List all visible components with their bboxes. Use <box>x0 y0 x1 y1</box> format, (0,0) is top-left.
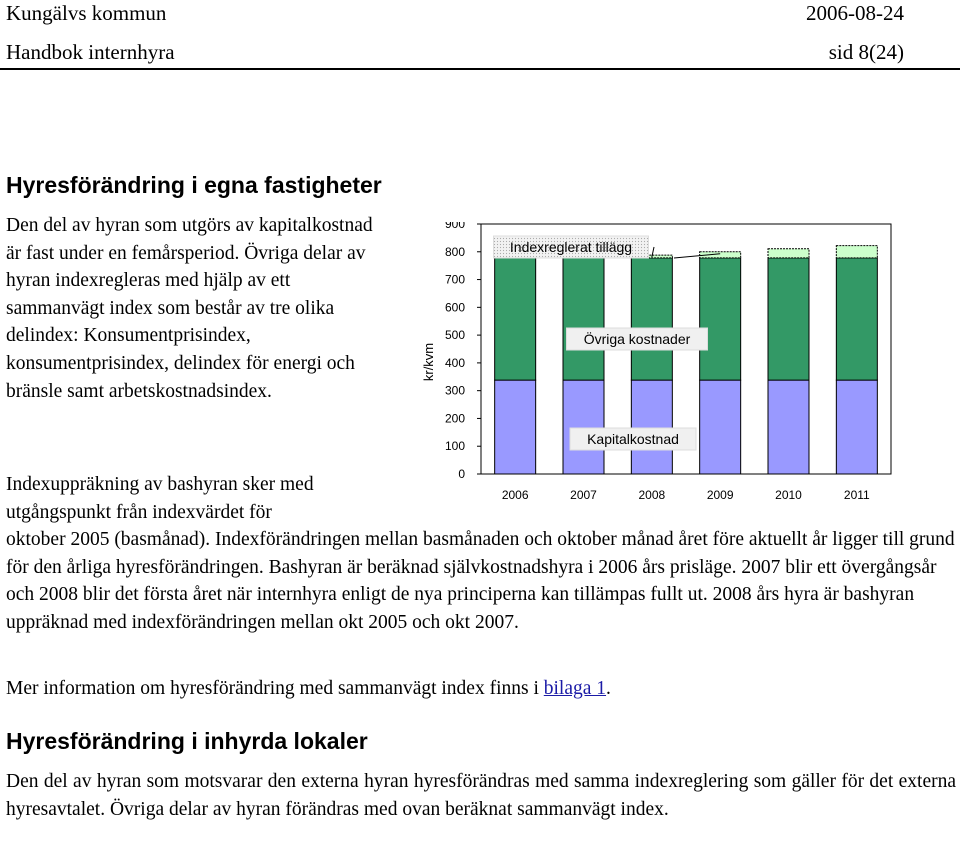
paragraph-bashyra-start: Indexuppräkning av bashyran sker med utgångspunkt från indexvärdet för <box>6 474 314 523</box>
y-tick-label: 700 <box>444 272 465 287</box>
more-info-text: Mer information om hyresförändring med sammanvägt index finns i <box>6 678 544 699</box>
x-tick-label: 2011 <box>843 488 870 502</box>
y-tick-label: 800 <box>444 244 465 259</box>
section-title-egna: Hyresförändring i egna fastigheter <box>6 172 382 198</box>
y-ticks <box>445 222 481 481</box>
rent-chart <box>406 222 896 517</box>
header-doc-title: Handbok internhyra <box>6 40 175 64</box>
bar-segment-kapitalkostnad <box>563 380 604 474</box>
annotation-label: Övriga kostnader <box>583 331 691 347</box>
bar-segment-ovriga-kostnader <box>631 258 672 380</box>
bar-segment-ovriga-kostnader <box>563 258 604 380</box>
bilaga-link[interactable]: bilaga 1 <box>543 678 607 699</box>
bar-segment-kapitalkostnad <box>495 380 536 474</box>
section-title-inhyrda: Hyresförändring i inhyrda lokaler <box>6 728 368 754</box>
x-tick-label: 2006 <box>501 488 529 502</box>
bar-segment-ovriga-kostnader <box>700 258 741 380</box>
paragraph-inhyrda: Den del av hyran som motsvarar den externa hyran hyresförändras med samma indexreglering som gäller för det externa hyresavtalet. Övriga delar av hyran förändras med ovan beräknat sammanvägt index. <box>6 771 956 820</box>
header-rule <box>0 68 960 70</box>
bar-segment-indexreglerat-tillagg <box>768 249 809 258</box>
bar-segment-indexreglerat-tillagg <box>836 246 877 258</box>
x-tick-label: 2007 <box>570 488 597 502</box>
bar-segment-kapitalkostnad <box>768 380 809 474</box>
bar-segment-ovriga-kostnader <box>768 258 809 380</box>
header-page-number: sid 8(24) <box>828 40 904 64</box>
y-tick-label: 600 <box>444 300 465 315</box>
x-ticks <box>502 488 870 502</box>
paragraph-more-info <box>6 675 956 703</box>
paragraph-index: Den del av hyran som utgörs av kapitalkostnad är fast under en femårsperiod. Övriga delar av hyran indexregleras med hjälp av ett sammanvägt index som består av tre olika delindex: Konsumentprisindex, konsumentprisindex, delindex för energi och bränsle samt arbetskostnadsindex. <box>6 215 373 402</box>
rent-chart-svg <box>406 222 896 512</box>
y-tick-label: 400 <box>444 355 465 370</box>
x-tick-label: 2008 <box>638 488 666 502</box>
paragraph-bashyra-rest: oktober 2005 (basmånad). Indexförändringen mellan basmånaden och oktober månad året före aktuellt år ligger till grund för den årliga hyresförändringen. Bashyran är beräknad självkostnadshyra i 2006 års prisläge. 2007 blir ett övergångsår och 2008 blir det första året när internhyra enligt de nya principerna kan tillämpas fullt ut. 2008 års hyra är bashyran uppräknad med indexförändringen mellan okt 2005 och okt 2007. <box>6 529 955 633</box>
x-tick-label: 2010 <box>775 488 802 502</box>
header-org: Kungälvs kommun <box>6 1 167 25</box>
x-tick-label: 2009 <box>706 488 734 502</box>
y-tick-label: 300 <box>444 383 465 398</box>
more-info-end: . <box>606 678 611 699</box>
bar-segment-ovriga-kostnader <box>836 258 877 380</box>
annotation-label: Indexreglerat tillägg <box>509 239 633 255</box>
bar-segment-ovriga-kostnader <box>495 258 536 380</box>
y-tick-label: 100 <box>444 439 465 454</box>
bar-segment-kapitalkostnad <box>700 380 741 474</box>
y-tick-label: 900 <box>444 222 465 231</box>
bar-segment-kapitalkostnad <box>631 380 672 474</box>
annotation-label: Kapitalkostnad <box>587 431 679 447</box>
y-tick-label: 200 <box>444 411 465 426</box>
y-tick-label: 500 <box>444 328 465 343</box>
bar-segment-kapitalkostnad <box>836 380 877 474</box>
y-tick-label: 0 <box>458 467 465 481</box>
y-axis-label: kr/kvm <box>421 342 436 382</box>
header-date: 2006-08-24 <box>806 1 904 25</box>
